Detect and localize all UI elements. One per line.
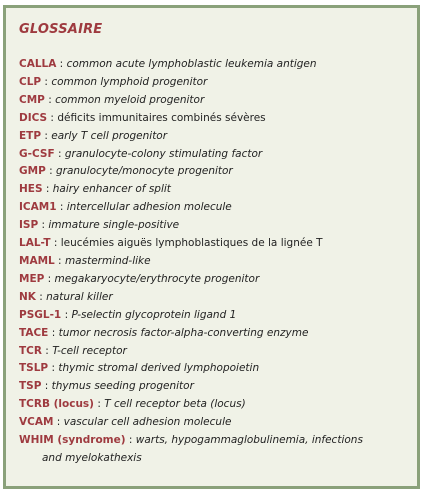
definition: megakaryocyte/erythrocyte progenitor (54, 272, 260, 285)
glossary-list (19, 56, 404, 468)
term: TACE (19, 326, 49, 339)
term: TSLP (19, 362, 49, 375)
term: MEP (19, 272, 45, 285)
term: VCAM (19, 416, 54, 429)
glossary-entry-maml: MAML : mastermind-like (19, 254, 151, 267)
definition: thymic stromal derived lymphopoietin (58, 362, 260, 375)
term: CMP (19, 93, 45, 106)
definition: common lymphoid progenitor (51, 75, 208, 88)
term: WHIM (syndrome) (19, 434, 126, 447)
term: TSP (19, 380, 42, 393)
glossary-entry-whim: WHIM (syndrome) : warts, hypogammaglobulinemia, infections and myelokathexis (19, 432, 404, 468)
glossary-entry-tcr: TCR : T-cell receptor (19, 344, 127, 357)
glossary-entry-psgl1: PSGL-1 : P-selectin glycoprotein ligand 1 (19, 308, 237, 321)
definition: intercellular adhesion molecule (66, 201, 232, 214)
term: LAL-T (19, 237, 51, 250)
definition: P-selectin glycoprotein ligand 1 (71, 308, 237, 321)
glossary-entry-tcrb: TCRB (locus) : T cell receptor beta (locus) (19, 398, 246, 411)
definition: early T cell progenitor (51, 129, 168, 142)
term: ISP (19, 219, 39, 232)
definition: mastermind-like (64, 254, 151, 267)
glossary-entry-gmp: GMP : granulocyte/monocyte progenitor (19, 165, 233, 178)
glossary-entry-etp: ETP : early T cell progenitor (19, 129, 168, 142)
term: ICAM1 (19, 201, 57, 214)
definition: leucémies aiguës lymphoblastiques de la lignée T (60, 237, 323, 250)
glossary-entry-nk: NK : natural killer (19, 290, 113, 303)
definition: immature single-positive (48, 219, 180, 232)
term: GMP (19, 165, 46, 178)
definition: tumor necrosis factor-alpha-converting enzyme (58, 326, 309, 339)
term: CLP (19, 75, 42, 88)
definition: common acute lymphoblastic leukemia antigen (66, 58, 317, 70)
glossary-title: GLOSSAIRE (19, 22, 103, 37)
term: ETP (19, 129, 42, 142)
definition: déficits immunitaires combinés sévères (57, 111, 266, 124)
glossary-entry-hes: HES : hairy enhancer of split (19, 183, 171, 196)
definition: natural killer (46, 290, 113, 303)
definition: granulocyte-colony stimulating factor (64, 147, 263, 160)
term: CALLA (19, 58, 57, 70)
definition: warts, hypogammaglobulinemia, infections (135, 434, 363, 447)
term: TCRB (locus) (19, 398, 94, 411)
definition: vascular cell adhesion molecule (63, 416, 232, 429)
term: MAML (19, 254, 55, 267)
glossary-entry-lalt: LAL-T : leucémies aiguës lymphoblastiques de la lignée T (19, 237, 323, 250)
definition: granulocyte/monocyte progenitor (55, 165, 233, 178)
glossary-entry-gcsf: G-CSF : granulocyte-colony stimulating factor (19, 147, 263, 160)
term: PSGL-1 (19, 308, 62, 321)
definition: hairy enhancer of split (52, 183, 171, 196)
definition: T-cell receptor (52, 344, 127, 357)
definition: T cell receptor beta (locus) (104, 398, 246, 411)
term: HES (19, 183, 43, 196)
glossary-entry-vcam: VCAM : vascular cell adhesion molecule (19, 416, 232, 429)
term: DICS (19, 111, 48, 124)
glossary-entry-cmp: CMP : common myeloid progenitor (19, 93, 205, 106)
definition: thymus seeding progenitor (51, 380, 194, 393)
glossary-entry-calla: CALLA : common acute lymphoblastic leukemia antigen (19, 58, 317, 70)
glossary-entry-dics: DICS : déficits immunitaires combinés sévères (19, 111, 266, 124)
glossary-entry-isp: ISP : immature single-positive (19, 219, 180, 232)
glossary-entry-icam1: ICAM1 : intercellular adhesion molecule (19, 201, 232, 214)
glossary-entry-tsp: TSP : thymus seeding progenitor (19, 380, 194, 393)
term: NK (19, 290, 36, 303)
glossary-entry-mep: MEP : megakaryocyte/erythrocyte progenitor (19, 272, 260, 285)
definition: common myeloid progenitor (55, 93, 205, 106)
glossary-entry-tace: TACE : tumor necrosis factor-alpha-converting enzyme (19, 326, 309, 339)
glossary-entry-tslp: TSLP : thymic stromal derived lymphopoietin (19, 362, 260, 375)
term: G-CSF (19, 147, 55, 160)
definition-continuation: and myelokathexis (42, 451, 142, 464)
glossary-entry-clp: CLP : common lymphoid progenitor (19, 75, 208, 88)
term: TCR (19, 344, 42, 357)
